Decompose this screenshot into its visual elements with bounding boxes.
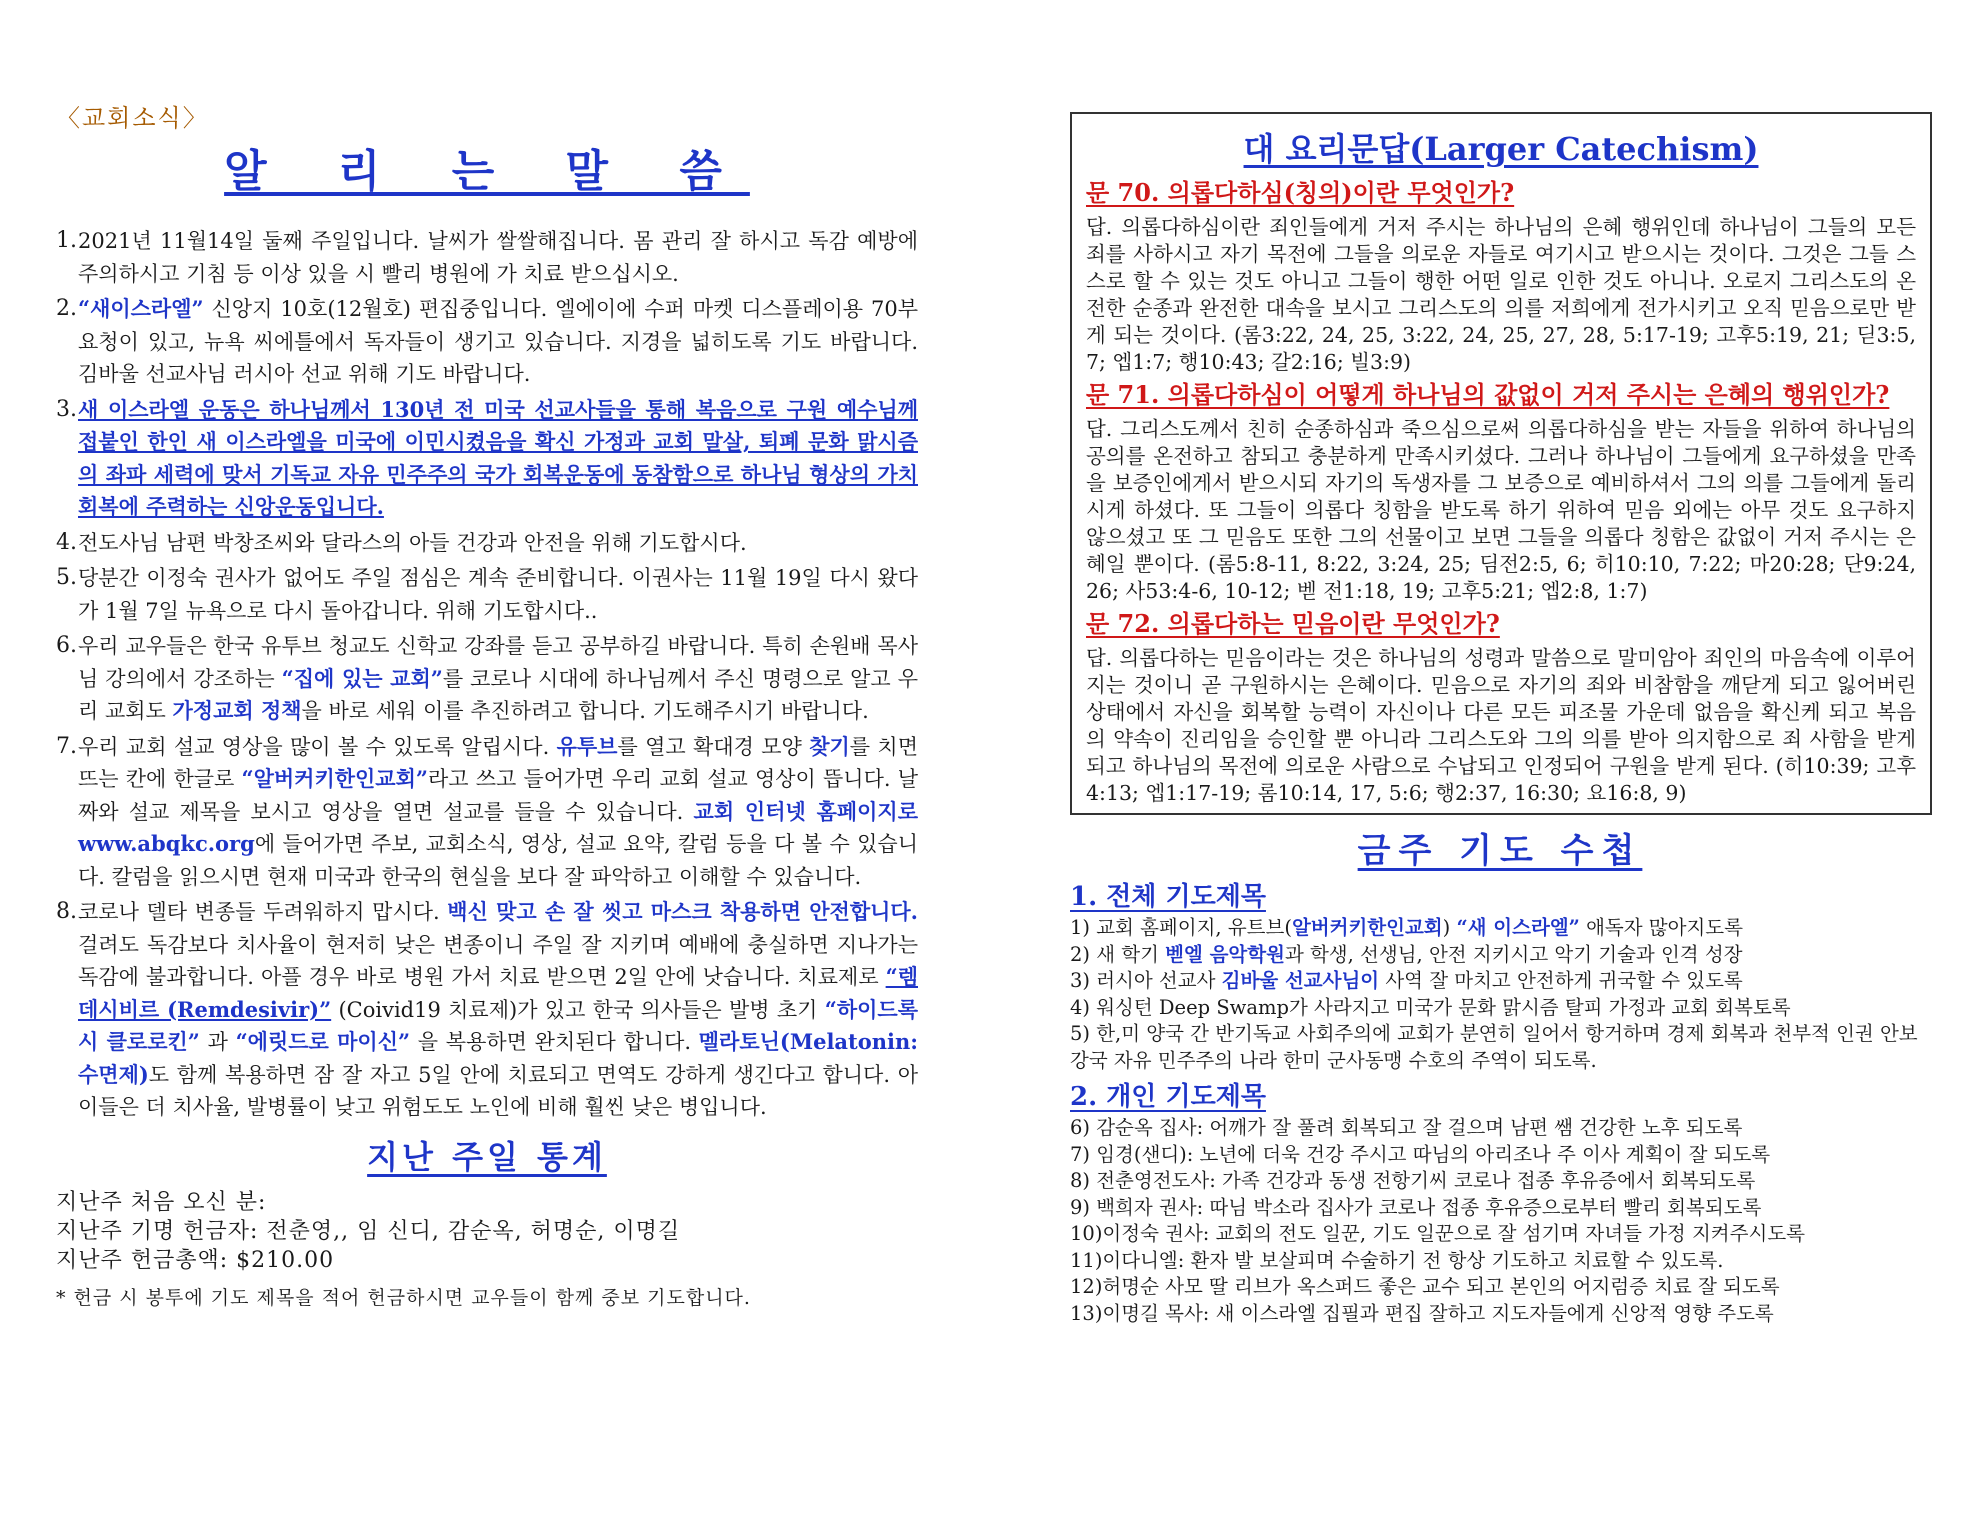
announcement-text: 우리 교우들은 한국 유투브 청교도 신학교 강좌를 듣고 공부하길 바랍니다. 특히 손원배 목사님 강의에서 강조하는 <box>78 634 918 691</box>
personal-prayer-item: 7) 임경(샌디): 노년에 더욱 건강 주시고 따님의 아리조나 주 이사 계획이 잘 되도록 <box>1070 1142 1771 1166</box>
announcement-text: “에릿드로 마이신” <box>235 1029 411 1054</box>
announcement-text: 에 들어가면 주보, 교회소식, 영상, 설교 요약, 칼럼 등을 다 볼 수 있습니다. 칼럼을 읽으시면 현재 미국과 한국의 현실을 보다 잘 파악하고 이해할 수 있습니다. <box>78 832 918 889</box>
announcement-text: 2021년 11월14일 둘째 주일입니다. 날씨가 쌀쌀해집니다. 몸 관리 잘 하시고 독감 예방에 주의하시고 기침 등 이상 있을 시 빨리 병원에 가 치료 받으십시오. <box>78 229 918 286</box>
announcement-number: 3. <box>56 396 77 422</box>
catechism-box <box>1070 112 1932 815</box>
announcement-text: 과 <box>199 1030 236 1054</box>
announcement-text: “하이드록시 클로로킨” <box>78 996 918 1054</box>
announcement-item <box>56 293 918 391</box>
section-tag: 〈교회소식〉 <box>56 104 209 132</box>
general-prayer-item <box>1070 968 1930 995</box>
offering-note: * 헌금 시 봉투에 기도 제목을 적어 헌금하시면 교우들이 함께 중보 기도합니다. <box>56 1286 751 1309</box>
general-prayer-item <box>1070 1021 1930 1074</box>
announcement-number: 4. <box>56 529 77 555</box>
named-donors: 지난주 기명 헌금자: 전춘영,, 임 신디, 감순옥, 허명순, 이명길 <box>56 1218 681 1244</box>
prayer-title: 금주 기도 수첩 <box>1357 831 1643 871</box>
announcement-number: 7. <box>56 733 77 759</box>
general-prayer-item <box>1070 995 1930 1022</box>
announcement-text: 당분간 이정숙 권사가 없어도 주일 점심은 계속 준비합니다. 이권사는 11월 19일 다시 왔다가 1월 7일 뉴욕으로 다시 돌아갑니다. 위해 기도합시다.. <box>78 566 918 623</box>
announcement-text: “렘데시비르 (Remdesivir)” <box>78 964 918 1022</box>
catechism-answer: 답. 그리스도께서 친히 순종하심과 죽으심으로써 의롭다하심을 받는 자들을 위하여 하나님의 공의를 온전하고 참되고 충분하게 만족시키셨다. 그러나 하나님이 그들에게 요구하셨을 만족을 보증인에게서 받으시되 자기의 독생자를 그 보증으로 예비하셔서 그의 의를 그들에게 돌리시게 하셨다. 또 그들이 의롭다 칭함을 받도록 하기 위하여 믿음 외에는 아무 것도 요구하지 않으셨고 또 그 믿음도 또한 그의 선물이고 보면 그들을 의롭다 칭함은 값없이 거저 주시는 은혜일 뿐이다. (롬5:8-11, 8:22, 3:24, 25; 딤전2:5, 6; 히10:10, 7:22; 마20:28; 단9:24, 26; 사53:4-6, 10-12; 벧 전1:18, 19; 고후5:21; 엡2:8, 1:7) <box>1086 417 1916 603</box>
announcement-item <box>56 630 918 728</box>
offering-total: 지난주 헌금총액: $210.00 <box>56 1247 335 1273</box>
personal-prayer-item: 8) 전춘영전도사: 가족 건강과 동생 전항기씨 코로나 접종 후유증에서 회복되도록 <box>1070 1169 1756 1192</box>
catechism-answer: 답. 의롭다하는 믿음이라는 것은 하나님의 성령과 말씀으로 말미암아 죄인의 마음속에 이루어지는 것이니 곧 구원하시는 은혜이다. 믿음으로 자기의 죄와 비참함을 깨닫게 되고 잃어버린 상태에서 자신을 회복할 능력이 자신이나 다른 모든 피조물 가운데 없음을 확신케 되고 복음의 약속이 진리임을 승인할 뿐 아니라 그리스도와 그의 의를 받아 의지함으로 죄 사함을 받게 되고 하나님의 목전에 의로운 사람으로 수납되고 인정되어 구원을 받게 된다. (히10:39; 고후4:13; 엡1:17-19; 롬10:14, 17, 5:6; 행2:37, 16:30; 요16:8, 9) <box>1086 646 1916 805</box>
prayer-text: ) <box>1442 916 1457 939</box>
announcement-number: 5. <box>56 565 77 590</box>
announcement-item <box>56 896 918 1124</box>
announcement-text: 을 바로 세워 이를 추진하려고 합니다. 기도해주시기 바랍니다. <box>301 699 869 723</box>
prayer-text: 애독자 많아지도록 <box>1579 916 1743 939</box>
prayer-text: 2) 새 학기 <box>1070 942 1166 966</box>
prayer-text: 5) 한,미 양국 간 반기독교 사회주의에 교회가 분연히 일어서 항거하며 경제 회복과 천부적 인권 안보강국 자유 민주주의 나라 한미 군사동맹 수호의 주역이 되도록. <box>1070 1022 1918 1072</box>
prayer-text: 벧엘 음악학원 <box>1165 942 1285 966</box>
prayer-text: 1) 교회 홈페이지, 유트브( <box>1070 916 1292 939</box>
announcement-list <box>56 225 918 1124</box>
catechism-question: 문 70. 의롭다하심(칭의)이란 무엇인가? <box>1086 178 1515 207</box>
announcement-text: 를 열고 확대경 모양 <box>617 734 810 759</box>
announcements-title: 알 리 는 말 씀 <box>224 146 750 197</box>
announcement-text: 를 치면 뜨는 칸에 한글로 <box>78 734 918 791</box>
announcement-text: 코로나 델타 변종들 두려워하지 맙시다. <box>78 900 448 924</box>
catechism-item <box>1086 607 1916 807</box>
personal-prayer-item: 10)이정숙 권사: 교회의 전도 일꾼, 기도 일꾼으로 잘 섬기며 자녀들 가정 지켜주시도록 <box>1070 1222 1805 1245</box>
announcement-text: 우리 교회 설교 영상을 많이 볼 수 있도록 알립시다. <box>78 734 557 759</box>
announcement-text: 을 복용하면 완치된다 합니다. <box>410 1030 699 1054</box>
announcement-number: 6. <box>56 633 77 658</box>
prayer-text: 과 학생, 선생님, 안전 지키시고 악기 기술과 인격 성장 <box>1284 942 1743 966</box>
prayer-text: “새 이스라엘” <box>1456 916 1580 939</box>
announcement-text: 도 함께 복용하면 잠 잘 자고 5일 안에 치료되고 면역도 강하게 생긴다고 합니다. 아이들은 더 치사율, 발병률이 낮고 위험도도 노인에 비해 훨씬 낮은 병입니다. <box>78 1062 918 1119</box>
announcement-text: 걸려도 독감보다 치사율이 현저히 낮은 변종이니 주일 잘 지키며 예배에 충실하면 지나가는 독감에 불과합니다. 아플 경우 바로 병원 가서 치료 받으면 2일 안에 낫습니다. 치료제로 <box>78 932 918 989</box>
first-visitors: 지난주 처음 오신 분: <box>56 1189 267 1215</box>
announcement-text: 전도사님 남편 박창조씨와 달라스의 아들 건강과 안전을 위해 기도합시다. <box>78 530 747 555</box>
announcement-text: 찾기 <box>809 733 850 759</box>
personal-prayer-item: 6) 감순옥 집사: 어깨가 잘 풀려 회복되고 잘 걸으며 남편 쌤 건강한 노후 되도록 <box>1070 1116 1743 1139</box>
announcement-text: “집에 있는 교회” <box>281 665 443 691</box>
right-page <box>1070 112 1930 1327</box>
general-prayer-item <box>1070 915 1930 942</box>
personal-prayer-item: 9) 백희자 권사: 따님 박소라 집사가 코로나 접종 후유증으로부터 빨리 회복되도록 <box>1070 1195 1762 1219</box>
personal-prayer-list <box>1070 1115 1930 1327</box>
prayer-text: 사역 잘 마치고 안전하게 귀국할 수 있도록 <box>1379 969 1743 992</box>
announcement-number: 8. <box>56 899 77 924</box>
announcement-text: 를 코로나 시대에 하나님께서 주신 명령으로 알고 우리 교회도 <box>78 666 918 723</box>
announcement-text: (Coivid19 치료제)가 있고 한국 의사들은 발병 초기 <box>331 997 825 1022</box>
general-prayer-item <box>1070 942 1930 969</box>
catechism-item <box>1086 176 1916 376</box>
announcement-item <box>56 225 918 290</box>
catechism-answer: 답. 의롭다하심이란 죄인들에게 거저 주시는 하나님의 은혜 행위인데 하나님이 그들의 모든 죄를 사하시고 자기 목전에 그들을 의로운 자들로 여기시고 받으시는 것이다. 그것은 그들 스스로 할 수 있는 것도 아니고 그들이 행한 어떤 일로 인한 것도 아니나. 오로지 그리스도의 온전한 순종과 완전한 대속을 보시고 그리스도의 의를 저희에게 전가시키고 오직 믿음으로만 받게 되는 것이다. (롬3:22, 24, 25, 3:22, 24, 25, 27, 28, 5:17-19; 고후5:19, 21; 딛3:5, 7; 엡1:7; 행10:43; 갈2:16; 빌3:9) <box>1086 215 1916 374</box>
announcement-text: 교회 인터넷 홈페이지로 www.abqkc.org <box>78 798 919 856</box>
prayer-text: 4) 워싱턴 Deep Swamp가 사라지고 미국가 문화 맑시즘 탈피 가정과 교회 회복토록 <box>1070 995 1791 1019</box>
personal-prayer-heading: 2. 개인 기도제목 <box>1070 1082 1266 1112</box>
personal-prayer-item: 13)이명길 목사: 새 이스라엘 집필과 편집 잘하고 지도자들에게 신앙적 영향 주도록 <box>1070 1301 1774 1325</box>
announcement-text: “알버커키한인교회” <box>241 766 428 791</box>
announcement-number: 2. <box>56 296 77 321</box>
catechism-question: 문 72. 의롭다하는 믿음이란 무엇인가? <box>1086 609 1500 638</box>
announcement-text: 신앙지 10호(12월호) 편집중입니다. 엘에이에 수퍼 마켓 디스플레이용 70부 요청이 있고, 뉴욕 씨에틀에서 독자들이 생기고 있습니다. 지경을 넓히도록 기도 바랍니다. 김바울 선교사님 러시아 선교 위해 기도 바랍니다. <box>78 297 918 386</box>
announcement-item <box>56 731 918 894</box>
catechism-question: 문 71. 의롭다하심이 어떻게 하나님의 값없이 거저 주시는 은혜의 행위인가? <box>1086 380 1890 409</box>
announcement-item <box>56 562 918 627</box>
announcement-number: 1. <box>56 228 77 253</box>
prayer-text: 김바울 선교사님이 <box>1221 969 1380 992</box>
catechism-title: 대 요리문답(Larger Catechism) <box>1243 130 1759 168</box>
announcement-text: 라고 쓰고 들어가면 우리 교회 설교 영상이 뜹니다. 날짜와 설교 제목을 보시고 영상을 열면 설교를 들을 수 있습니다. <box>78 767 918 824</box>
prayer-text: 3) 러시아 선교사 <box>1070 969 1222 992</box>
announcement-text: 유투브 <box>556 733 618 759</box>
announcement-text: “새이스라엘” <box>78 296 204 321</box>
personal-prayer-item: 11)이다니엘: 환자 발 보살피며 수술하기 전 항상 기도하고 치료할 수 있도록. <box>1070 1248 1724 1272</box>
personal-prayer-item: 12)허명순 사모 딸 리브가 옥스퍼드 좋은 교수 되고 본인의 어지럼증 치료 잘 되도록 <box>1070 1275 1780 1298</box>
announcement-text: 백신 맞고 손 잘 씻고 마스크 착용하면 안전합니다. <box>447 899 918 924</box>
announcement-item <box>56 394 918 524</box>
general-prayer-heading: 1. 전체 기도제목 <box>1070 882 1266 912</box>
announcement-text: 새 이스라엘 운동은 하나님께서 130년 전 미국 선교사들을 통해 복음으로 구원 예수님께 접붙인 한인 새 이스라엘을 미국에 이민시켰음을 확신 가정과 교회 말살, 퇴폐 문화 맑시즘의 좌파 세력에 맞서 기독교 자유 민주주의 국가 회복운동에 동참함으로 하나님 형상의 가치 회복에 주력하는 신앙운동입니다. <box>78 396 918 519</box>
announcement-item <box>56 527 918 560</box>
left-page <box>56 98 918 1310</box>
announcement-text: 가정교회 정책 <box>172 698 302 723</box>
general-prayer-list <box>1070 915 1930 1074</box>
announcement-text: 멜라토닌(Melatonin:수면제) <box>78 1029 919 1087</box>
stats-title: 지난 주일 통계 <box>367 1137 607 1176</box>
catechism-item <box>1086 378 1916 605</box>
prayer-text: 알버커키한인교회 <box>1291 916 1443 939</box>
